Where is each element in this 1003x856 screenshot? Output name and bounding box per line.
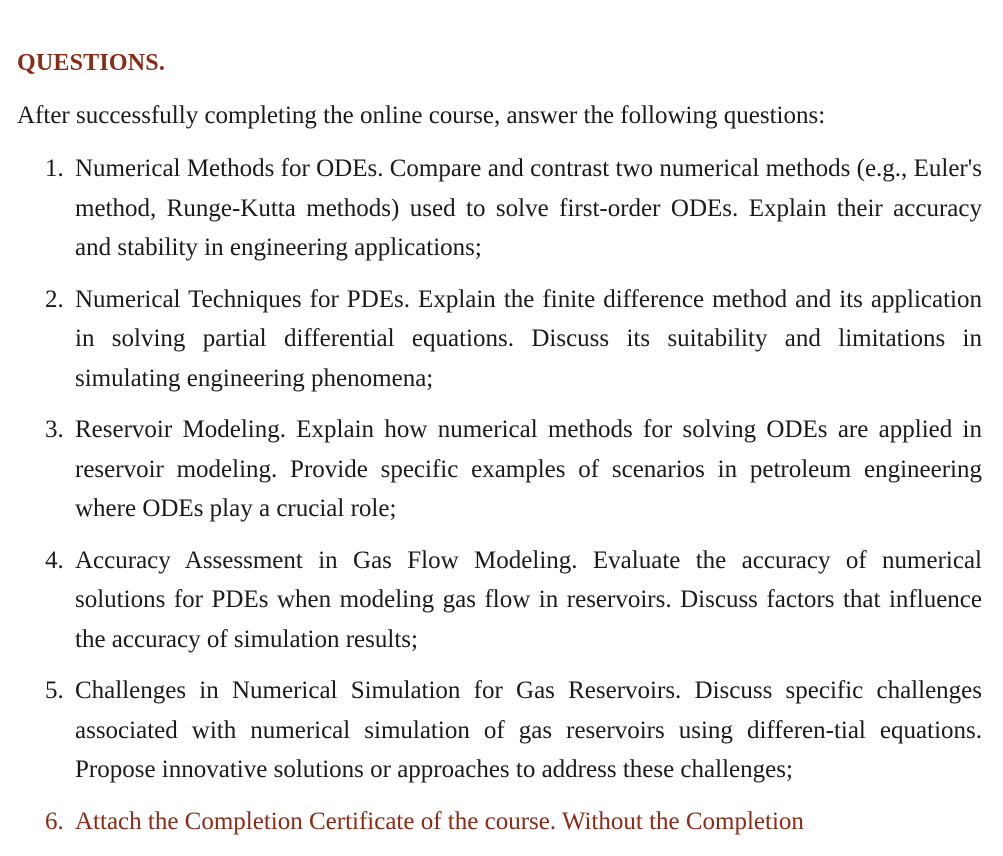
question-number: 2.	[45, 285, 64, 313]
question-item	[0, 671, 1003, 790]
question-number: 6.	[45, 807, 64, 835]
question-text: Reservoir Modeling. Explain how numerical methods for solving ODEs are applied in reservoir modeling. Provide specific examples of scenarios in petroleum engineering where ODEs play a crucial role;	[75, 416, 982, 522]
question-number: 5.	[45, 677, 64, 704]
question-list	[0, 149, 1003, 853]
question-number: 4.	[45, 546, 64, 574]
question-item	[0, 410, 1003, 529]
question-number: 3.	[45, 416, 64, 443]
question-item	[0, 149, 1003, 268]
question-text: Attach the Completion Certificate of the course. Without the Completion	[75, 807, 804, 835]
intro-paragraph: After successfully completing the online course, answer the following questions:	[17, 102, 826, 129]
section-heading: QUESTIONS.	[17, 50, 166, 76]
question-text: Challenges in Numerical Simulation for Gas Reservoirs. Discuss specific challenges associated with numerical simulation of gas reservoirs using differen-tial equations. Propose innovative solutions or approaches to address these challenges;	[75, 677, 982, 783]
question-text: Numerical Methods for ODEs. Compare and contrast two numerical methods (e.g., Euler's method, Runge-Kutta methods) used to solve first-order ODEs. Explain their accuracy and stability in engineering applications;	[75, 155, 982, 261]
question-item	[0, 541, 1003, 660]
question-item-certificate	[0, 802, 1003, 842]
question-text: Numerical Techniques for PDEs. Explain the finite difference method and its application in solving partial differential equations. Discuss its suitability and limitations in simulating engineering phenomena;	[75, 285, 982, 392]
question-text: Accuracy Assessment in Gas Flow Modeling. Evaluate the accuracy of numerical solutions for PDEs when modeling gas flow in reservoirs. Discuss factors that influence the accuracy of simulation results;	[75, 546, 982, 653]
question-number: 1.	[45, 155, 64, 182]
question-item	[0, 280, 1003, 399]
